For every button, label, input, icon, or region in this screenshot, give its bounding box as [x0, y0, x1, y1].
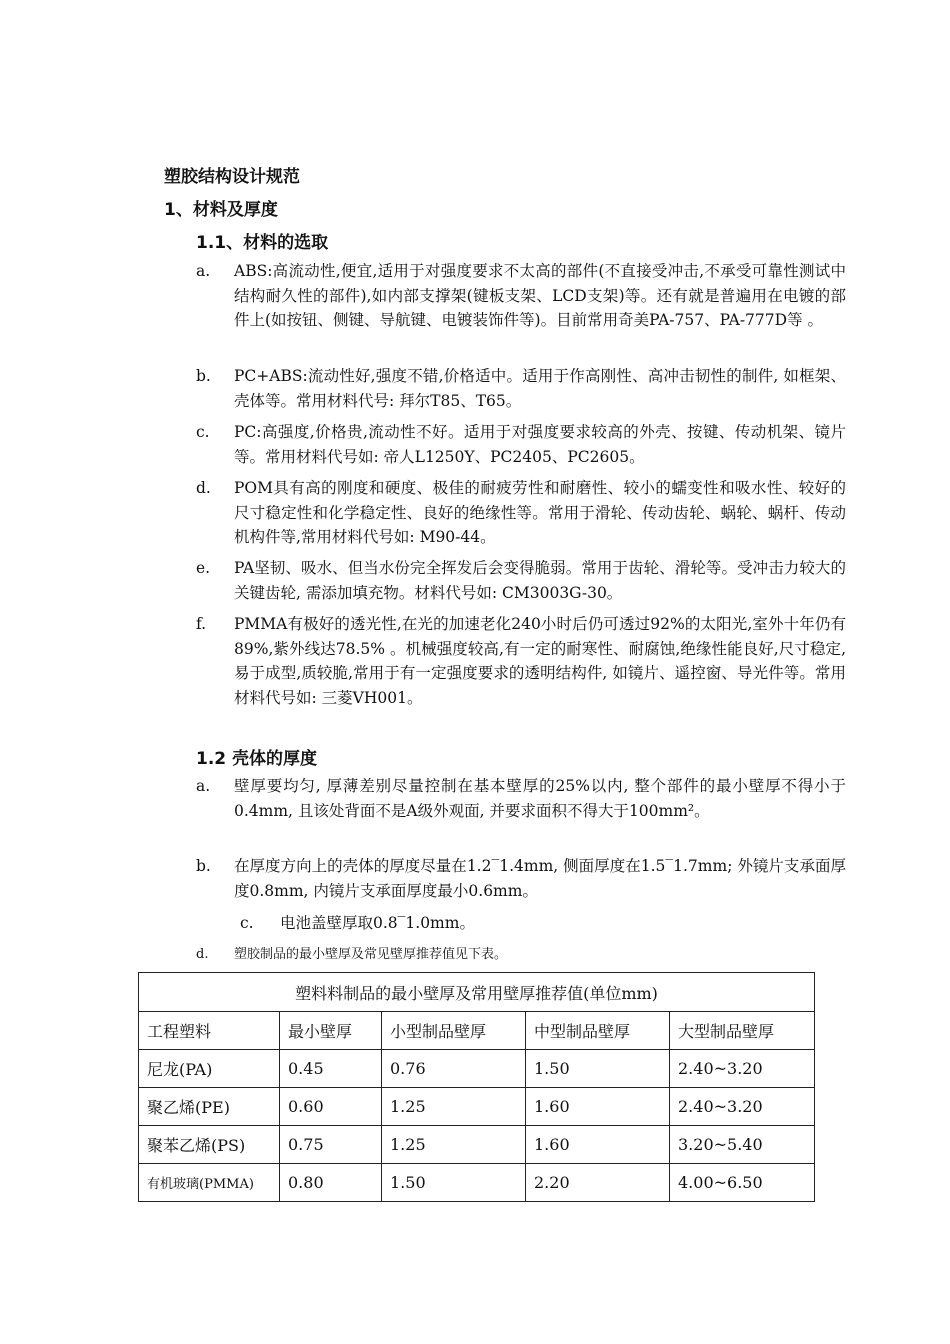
- item-label: b.: [196, 367, 211, 385]
- item-text: ABS:高流动性,便宜,适用于对强度要求不太高的部件(不直接受冲击,不承受可靠性测试中结构耐久性的部件),如内部支撑架(键板支架、LCD支架)等。还有就是普遍用在电镀的部件上(如按钮、侧键、导航键、电镀装饰件等)。目前常用奇美PA-757、PA-777D等 。: [234, 262, 846, 330]
- thickness-item-c: [240, 911, 475, 935]
- item-text: PMMA有极好的透光性,在光的加速老化240小时后仍可透过92%的太阳光,室外十年仍有89%,紫外线达78.5% 。机械强度较高,有一定的耐寒性、耐腐蚀,绝缘性能良好,尺寸稳定,易于成型,质较脆,常用于有一定强度要求的透明结构件, 如镜片、遥控窗、导光件等。常用材料代号如: 三菱VH001。: [234, 615, 846, 707]
- item-label: c.: [240, 914, 254, 932]
- material-item-e: [196, 556, 846, 605]
- table-header-row: [139, 1012, 815, 1050]
- table-cell: 聚乙烯(PE): [139, 1088, 280, 1126]
- item-label: a.: [196, 262, 211, 280]
- table-cell: 1.25: [382, 1126, 526, 1164]
- item-label: d.: [196, 479, 211, 497]
- item-label: b.: [196, 857, 211, 875]
- table-header-cell: 大型制品壁厚: [670, 1012, 815, 1050]
- section-heading-1: 1、材料及厚度: [164, 200, 278, 220]
- table-cell: 1.50: [526, 1050, 670, 1088]
- table-cell: 1.25: [382, 1088, 526, 1126]
- table-header-cell: 工程塑料: [139, 1012, 280, 1050]
- table-cell: 0.45: [280, 1050, 382, 1088]
- table-cell: 2.40~3.20: [670, 1088, 815, 1126]
- wall-thickness-table: [138, 972, 815, 1202]
- table-header-cell: 中型制品壁厚: [526, 1012, 670, 1050]
- item-label: f.: [196, 615, 207, 633]
- item-text: POM具有高的刚度和硬度、极佳的耐疲劳性和耐磨性、较小的蠕变性和吸水性、较好的尺寸稳定性和化学稳定性、良好的绝缘性等。常用于滑轮、传动齿轮、蜗轮、蜗杆、传动机构件等,常用材料代号如: M90-44。: [234, 479, 846, 547]
- item-label: a.: [196, 777, 211, 795]
- table-cell: 聚苯乙烯(PS): [139, 1126, 280, 1164]
- item-label: c.: [196, 423, 210, 441]
- material-item-c: [196, 420, 846, 469]
- thickness-item-a: [196, 774, 846, 823]
- table-cell: 1.60: [526, 1088, 670, 1126]
- section-heading-1-1: 1.1、材料的选取: [196, 233, 329, 253]
- table-cell: 2.40~3.20: [670, 1050, 815, 1088]
- table-header-cell: 最小壁厚: [280, 1012, 382, 1050]
- item-label: d.: [196, 947, 209, 962]
- table-cell: 4.00~6.50: [670, 1164, 815, 1202]
- table-caption-row: [139, 973, 815, 1012]
- table-cell: 3.20~5.40: [670, 1126, 815, 1164]
- document-title: 塑胶结构设计规范: [164, 167, 300, 187]
- item-text: 在厚度方向上的壳体的厚度尽量在1.2‾1.4mm, 侧面厚度在1.5‾1.7mm; 外镜片支承面厚度0.8mm, 内镜片支承面厚度最小0.6mm。: [234, 857, 846, 900]
- table-cell: 有机玻璃(PMMA): [139, 1164, 280, 1202]
- item-text: PA坚韧、吸水、但当水份完全挥发后会变得脆弱。常用于齿轮、滑轮等。受冲击力较大的关键齿轮, 需添加填充物。材料代号如: CM3003G-30。: [234, 559, 846, 602]
- material-item-f: [196, 612, 846, 710]
- table-row: [139, 1164, 815, 1202]
- material-item-a: [196, 259, 846, 333]
- table-cell: 尼龙(PA): [139, 1050, 280, 1088]
- thickness-item-b: [196, 854, 846, 903]
- section-heading-1-2: 1.2 壳体的厚度: [196, 749, 318, 769]
- table-row: [139, 1050, 815, 1088]
- thickness-item-d: [196, 943, 846, 968]
- item-text: 塑胶制品的最小壁厚及常见壁厚推荐值见下表。: [234, 947, 508, 962]
- table-cell: 1.50: [382, 1164, 526, 1202]
- table-row: [139, 1126, 815, 1164]
- table-cell: 0.75: [280, 1126, 382, 1164]
- item-text: 电池盖壁厚取0.8‾1.0mm。: [280, 914, 475, 932]
- table-cell: 0.60: [280, 1088, 382, 1126]
- table-header-cell: 小型制品壁厚: [382, 1012, 526, 1050]
- material-item-d: [196, 476, 846, 550]
- table-row: [139, 1088, 815, 1126]
- item-text: PC+ABS:流动性好,强度不错,价格适中。适用于作高刚性、高冲击韧性的制件, 如框架、壳体等。常用材料代号: 拜尔T85、T65。: [234, 367, 846, 410]
- item-text: PC:高强度,价格贵,流动性不好。适用于对强度要求较高的外壳、按键、传动机架、镜片等。常用材料代号如: 帝人L1250Y、PC2405、PC2605。: [234, 423, 846, 466]
- item-label: e.: [196, 559, 211, 577]
- material-item-b: [196, 364, 846, 413]
- table-cell: 1.60: [526, 1126, 670, 1164]
- table-cell: 2.20: [526, 1164, 670, 1202]
- table-cell: 0.80: [280, 1164, 382, 1202]
- table-caption: 塑料料制品的最小壁厚及常用壁厚推荐值(单位mm): [139, 973, 815, 1012]
- table-cell: 0.76: [382, 1050, 526, 1088]
- item-text: 壁厚要均匀, 厚薄差别尽量控制在基本壁厚的25%以内, 整个部件的最小壁厚不得小于0.4mm, 且该处背面不是A级外观面, 并要求面积不得大于100mm²。: [234, 777, 846, 820]
